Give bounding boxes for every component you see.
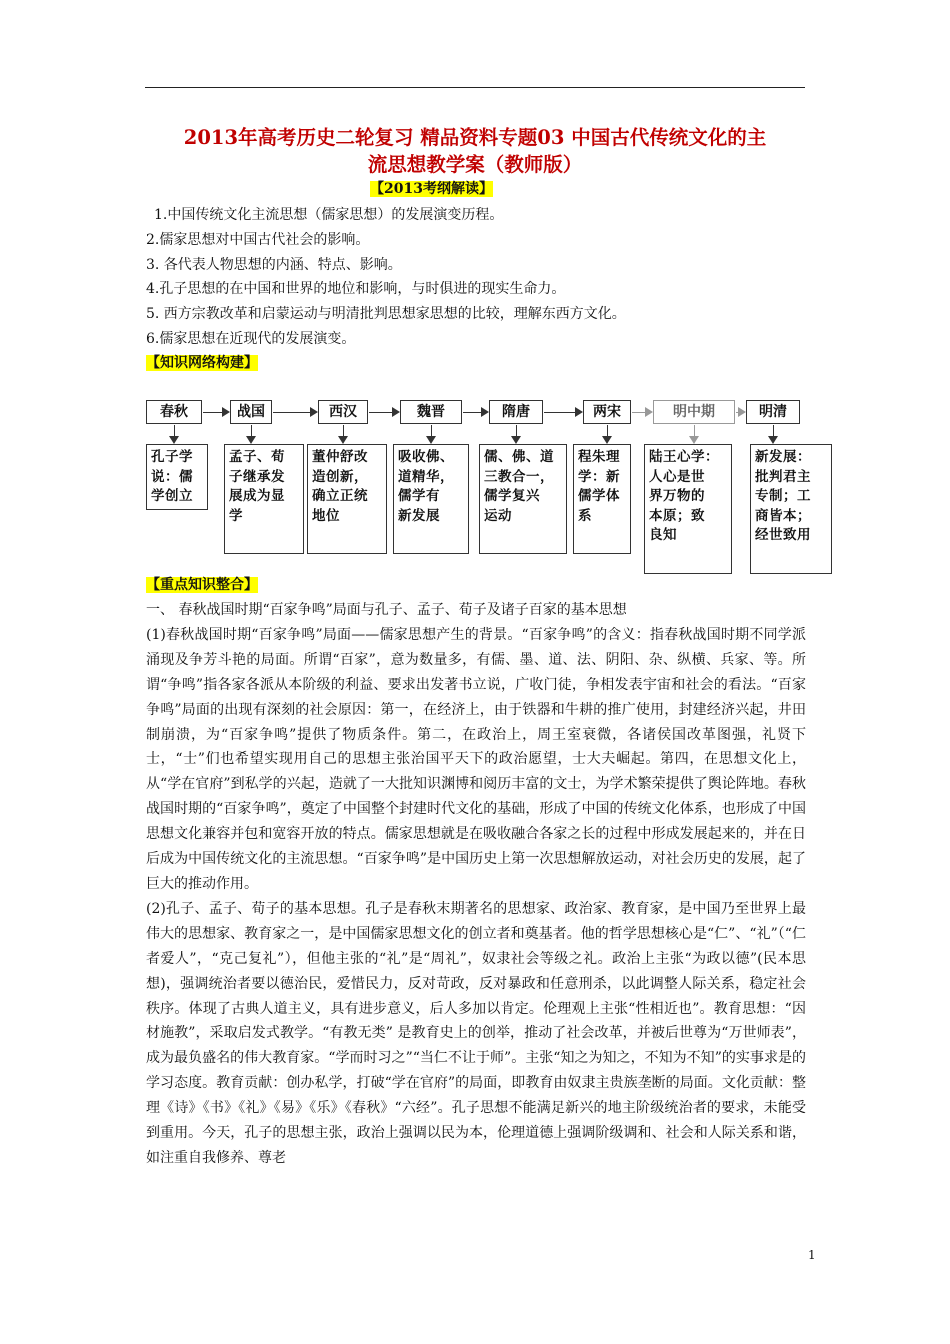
connector-arrow (694, 425, 695, 442)
timeline-arrow (736, 412, 744, 413)
description-line: 孟子、荀 (229, 449, 285, 465)
period-description (307, 444, 387, 554)
description-line: 儒学有 (398, 488, 440, 504)
connector-arrow (773, 425, 774, 442)
description-line: 孔子学 (151, 449, 193, 465)
section-label-text: 【知识网络构建】 (146, 355, 258, 371)
description-line: 学 (229, 507, 243, 524)
period-node: 魏晋 (400, 400, 462, 424)
description-line: 董仲舒改 (312, 449, 368, 465)
section-knowledge-network-label (146, 352, 258, 372)
description-line: 子继承发 (229, 468, 285, 485)
header-rule (145, 87, 805, 88)
description-line: 专制；工 (755, 488, 811, 504)
timeline-arrow (632, 412, 651, 413)
title-line-2: 流思想教学案（教师版） (367, 153, 583, 176)
period-description (750, 444, 832, 574)
description-line: 新发展 (398, 507, 440, 524)
description-line: 程朱理 (578, 449, 620, 465)
section-exam-outline-label (370, 178, 493, 198)
description-line: 商皆本； (755, 507, 811, 524)
description-line: 确立正统 (312, 488, 368, 504)
description-line: 经世致用 (755, 527, 811, 543)
section-key-knowledge-label (146, 574, 258, 594)
exam-outline-list (146, 203, 806, 352)
period-description (146, 444, 208, 510)
list-item: 2.儒家思想对中国古代社会的影响。 (146, 231, 370, 248)
description-line: 吸收佛、 (398, 449, 454, 465)
section-label-text: 【2013考纲解读】 (370, 181, 493, 197)
section-label-text: 【重点知识整合】 (146, 577, 258, 593)
body-text (146, 598, 806, 1171)
list-item: 5. 西方宗教改革和启蒙运动与明清批判思想家思想的比较，理解东西方文化。 (146, 306, 626, 323)
description-line: 儒、佛、道 (484, 449, 554, 465)
connector-arrow (431, 425, 432, 442)
description-line: 良知 (649, 527, 677, 543)
timeline-arrow (203, 412, 228, 413)
period-description (479, 444, 567, 554)
period-description (573, 444, 631, 554)
list-item: 6.儒家思想在近现代的发展演变。 (146, 330, 356, 347)
description-line: 新发展： (755, 449, 811, 465)
list-item: 1.中国传统文化主流思想（儒家思想）的发展演变历程。 (154, 207, 504, 223)
description-line: 三教合一， (484, 468, 554, 485)
period-node: 战国 (230, 400, 272, 424)
period-node: 西汉 (318, 400, 368, 424)
description-line: 本原；致 (649, 507, 705, 524)
knowledge-network-diagram (146, 392, 836, 552)
period-node: 春秋 (146, 400, 202, 424)
period-node: 两宋 (583, 400, 631, 424)
description-line: 儒学复兴 (484, 488, 540, 504)
period-description (224, 444, 304, 554)
body-paragraph: (1)春秋战国时期“百家争鸣”局面——儒家思想产生的背景。“百家争鸣”的含义：指春秋战国时期不同学派涌现及争芳斗艳的局面。所谓“百家”，意为数量多，有儒、墨、道、法、阴阳、杂、纵横、兵家、等。所谓“争鸣”指各家各派从本阶级的利益、要求出发著书立说，广收门徒，争相发表宇宙和社会的看法。“百家争鸣”局面的出现有深刻的社会原因：第一，在经济上，由于铁器和牛耕的推广使用，封建经济兴起，井田制崩溃，为“百家争鸣”提供了物质条件。第二，在政治上，周王室衰微，各诸侯国改革图强，礼贤下士，“士”们也希望实现用自己的思想主张治国平天下的政治愿望，士大夫崛起。第四，在思想文化上，从“学在官府”到私学的兴起，造就了一大批知识渊博和阅历丰富的文士，为学术繁荣提供了舆论阵地。春秋战国时期的“百家争鸣”，奠定了中国整个封建时代文化的基础，形成了中国的传统文化体系，也形成了中国思想文化兼容并包和宽容开放的特点。儒家思想就是在吸收融合各家之长的过程中形成发展起来的，并在日后成为中国传统文化的主流思想。“百家争鸣”是中国历史上第一次思想解放运动，对社会历史的发展，起了巨大的推动作用。 (146, 626, 806, 892)
list-item: 3. 各代表人物思想的内涵、特点、影响。 (146, 256, 402, 273)
body-paragraph: (2)孔子、孟子、荀子的基本思想。孔子是春秋末期著名的思想家、政治家、教育家，是中国乃至世界上最伟大的思想家、教育家之一，是中国儒家思想文化的创立者和奠基者。他的哲学思想核心是“仁”、“礼”（“仁者爱人”，“克己复礼”），但他主张的“礼”是“周礼”，奴隶社会等级之礼。政治上主张“为政以德”(民本思想)，强调统治者要以德治民，爱惜民力，反对苛政，反对暴政和任意刑杀，以此调整人际关系，稳定社会秩序。体现了古典人道主义，具有进步意义，后人多加以肯定。伦理观上主张“性相近也”。教育思想：“因材施教”，采取启发式教学。“有教无类” 是教育史上的创举，推动了社会改革，并被后世尊为“万世师表”，成为最负盛名的伟大教育家。“学而时习之”“当仁不让于师”。主张“知之为知之，不知为不知”的实事求是的学习态度。教育贡献：创办私学，打破“学在官府”的局面，即教育由奴隶主贵族垄断的局面。文化贡献：整理《诗》《书》《礼》《易》《乐》《春秋》“六经”。孔子思想不能满足新兴的地主阶级统治者的要求，未能受到重用。今天，孔子的思想主张，政治上强调以民为本，伦理道德上强调阶级调和、社会和人际关系和谐，如注重自我修养、尊老 (146, 900, 806, 1166)
description-line: 批判君主 (755, 468, 811, 485)
description-line: 运动 (484, 507, 512, 524)
description-line: 造创新， (312, 468, 368, 485)
title-line-1: 2013年高考历史二轮复习 精品资料专题03 中国古代传统文化的主 (183, 126, 767, 149)
connector-arrow (607, 425, 608, 442)
period-node: 隋唐 (489, 400, 543, 424)
description-line: 展成为显 (229, 488, 285, 504)
period-node: 明清 (746, 400, 800, 424)
description-line: 说：儒 (151, 468, 193, 485)
description-line: 界万物的 (649, 488, 705, 504)
period-description (644, 444, 732, 574)
description-line: 陆王心学： (649, 449, 719, 465)
description-line: 儒学体 (578, 488, 620, 504)
connector-arrow (174, 425, 175, 442)
body-paragraph: 一、 春秋战国时期“百家争鸣”局面与孔子、孟子、荀子及诸子百家的基本思想 (146, 602, 627, 618)
page-number: 1 (808, 1248, 816, 1262)
timeline-arrow (463, 412, 487, 413)
description-line: 道精华， (398, 468, 454, 485)
document-title (120, 124, 830, 178)
period-node: 明中期 (653, 400, 735, 424)
description-line: 人心是世 (649, 468, 705, 485)
description-line: 学：新 (578, 468, 620, 485)
timeline-arrow (273, 412, 316, 413)
list-item: 4.孔子思想的在中国和世界的地位和影响，与时俱进的现实生命力。 (146, 281, 566, 298)
period-description (393, 444, 469, 554)
timeline-arrow (544, 412, 581, 413)
description-line: 地位 (312, 507, 340, 524)
connector-arrow (516, 425, 517, 442)
connector-arrow (251, 425, 252, 442)
description-line: 系 (578, 507, 592, 524)
connector-arrow (343, 425, 344, 442)
timeline-arrow (369, 412, 398, 413)
description-line: 学创立 (151, 488, 193, 504)
